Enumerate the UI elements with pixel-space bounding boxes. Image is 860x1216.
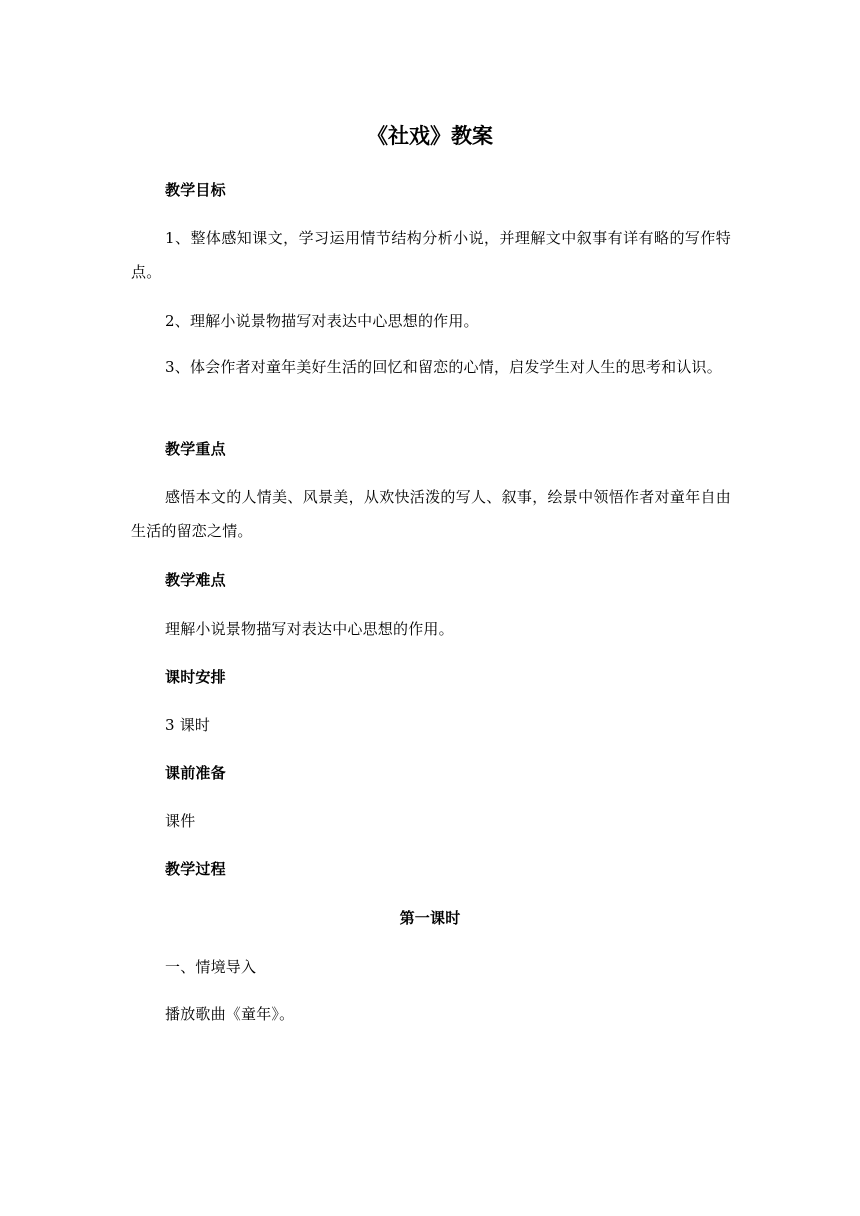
step-1-text: 播放歌曲《童年》。 — [165, 1005, 295, 1023]
key-points-heading: 教学重点 — [165, 440, 226, 458]
goal-1-paragraph: 1、整体感知课文，学习运用情节结构分析小说，并理解文中叙事有详有略的写作特点。 — [131, 229, 731, 281]
preparation-text: 课件 — [165, 812, 196, 830]
schedule-text: 3 课时 — [165, 716, 211, 734]
difficulty-paragraph: 理解小说景物描写对表达中心思想的作用。 — [165, 620, 454, 638]
goal-2-paragraph: 2、理解小说景物描写对表达中心思想的作用。 — [165, 312, 479, 330]
preparation-heading: 课前准备 — [165, 764, 226, 782]
lesson-heading: 第一课时 — [399, 909, 461, 927]
difficulty-heading: 教学难点 — [165, 571, 226, 589]
schedule-heading: 课时安排 — [165, 668, 226, 686]
goals-heading: 教学目标 — [165, 181, 226, 199]
step-1-heading: 一、情境导入 — [165, 958, 257, 976]
goal-3-paragraph: 3、体会作者对童年美好生活的回忆和留恋的心情，启发学生对人生的思考和认识。 — [165, 358, 722, 376]
key-points-paragraph: 感悟本文的人情美、风景美，从欢快活泼的写人、叙事，绘景中领悟作者对童年自由生活的留恋之情。 — [131, 488, 731, 540]
document-title: 《社戏》教案 — [367, 124, 493, 148]
process-heading: 教学过程 — [165, 860, 226, 878]
